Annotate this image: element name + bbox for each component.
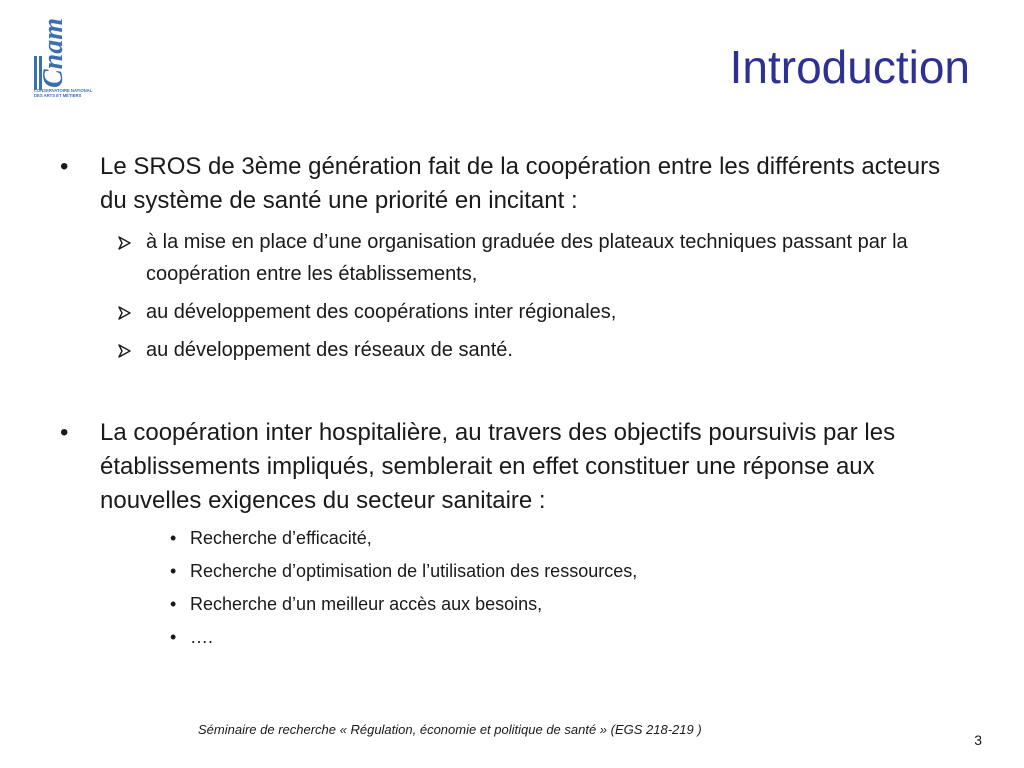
sub-bullet-item: [60, 226, 965, 290]
sub-bullet-text: Recherche d’un meilleur accès aux besoins,: [190, 594, 543, 614]
logo-caption-line2: DES ARTS ET MÉTIERS: [34, 93, 82, 98]
sub-bullet-item: [60, 296, 965, 328]
bullet-dot: •: [60, 419, 69, 446]
sub-bullet-dot: •: [170, 627, 177, 647]
cnam-logo: [32, 16, 93, 98]
arrow-bullet-icon: [116, 343, 132, 359]
bullet-item: [60, 416, 965, 518]
sub-bullet-list: [60, 526, 965, 649]
sub-bullet-item: [60, 625, 965, 649]
sub-bullet-item: [60, 526, 965, 550]
sub-bullet-text: au développement des coopérations inter régionales,: [146, 301, 617, 323]
sub-bullet-dot: •: [170, 561, 177, 581]
sub-bullet-item: [60, 334, 965, 366]
sub-bullet-item: [60, 592, 965, 616]
arrow-bullet-icon: [116, 235, 132, 251]
logo-wordmark: Cnam: [38, 17, 69, 88]
section-spacer: [60, 372, 965, 416]
logo-caption-line1: CONSERVATOIRE NATIONAL: [34, 88, 93, 93]
sub-bullet-text: au développement des réseaux de santé.: [146, 339, 513, 361]
bullet-item: [60, 150, 965, 218]
slide-content: [60, 150, 965, 658]
sub-bullet-dot: •: [170, 594, 177, 614]
sub-bullet-text: à la mise en place d’une organisation graduée des plateaux techniques passant par la coopération entre les établissements,: [146, 231, 908, 285]
bullet-text: La coopération inter hospitalière, au travers des objectifs poursuivis par les établissements impliqués, semblerait en effet constituer une réponse aux nouvelles exigences du secteur sanitaire :: [100, 419, 896, 514]
page-number: 3: [974, 732, 982, 748]
bullet-text: Le SROS de 3ème génération fait de la coopération entre les différents acteurs du système de santé une priorité en incitant :: [100, 153, 941, 214]
sub-bullet-text: ….: [190, 627, 214, 647]
logo-bar: [34, 56, 37, 90]
bullet-dot: •: [60, 153, 69, 180]
cnam-logo-mark: [32, 16, 93, 98]
arrow-bullet-icon: [116, 305, 132, 321]
footer-text: Séminaire de recherche « Régulation, économie et politique de santé » (EGS 218-219 ): [198, 722, 702, 737]
sub-bullet-list: [60, 226, 965, 366]
sub-bullet-dot: •: [170, 528, 177, 548]
sub-bullet-text: Recherche d’optimisation de l’utilisation des ressources,: [190, 561, 638, 581]
sub-bullet-item: [60, 559, 965, 583]
sub-bullet-text: Recherche d’efficacité,: [190, 528, 372, 548]
slide-title: Introduction: [729, 41, 970, 93]
